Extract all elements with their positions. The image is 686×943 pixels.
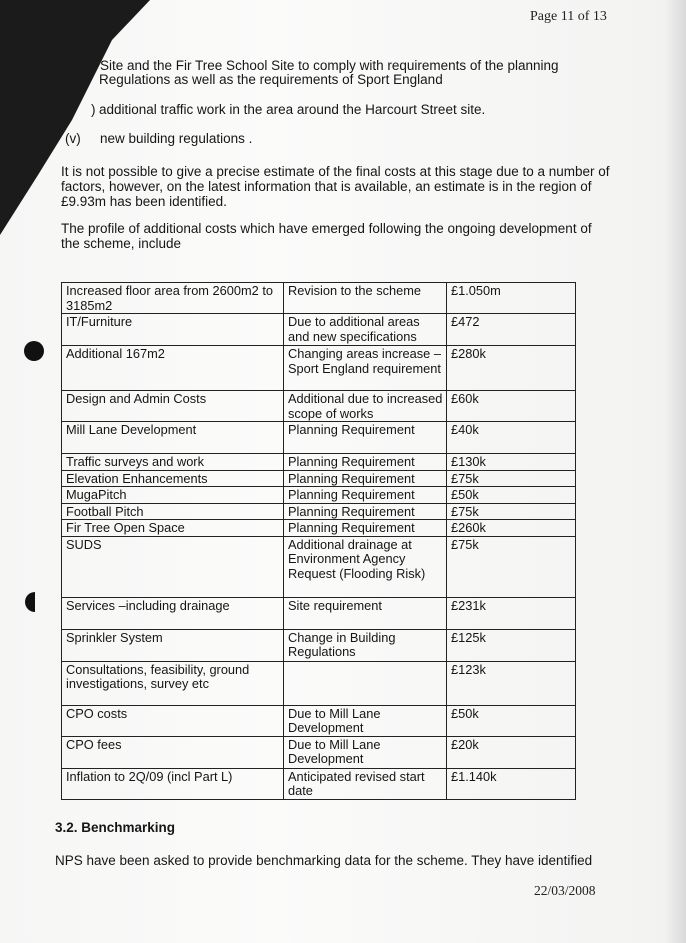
cost-amount: £1.050m — [447, 283, 576, 314]
table-row — [62, 503, 576, 520]
cost-item: IT/Furniture — [62, 314, 284, 346]
cost-reason: Site requirement — [284, 597, 447, 629]
section-heading: 3.2. Benchmarking — [55, 820, 176, 835]
cost-amount: £50k — [447, 487, 576, 504]
cost-item: Elevation Enhancements — [62, 470, 284, 487]
cost-reason: Due to Mill Lane Development — [284, 705, 447, 736]
cost-amount: £75k — [447, 536, 576, 597]
cost-reason: Planning Requirement — [284, 503, 447, 520]
table-row — [62, 597, 576, 629]
cost-amount: £75k — [447, 503, 576, 520]
cost-reason: Due to Mill Lane Development — [284, 736, 447, 768]
cost-amount: £472 — [447, 314, 576, 346]
cost-amount: £40k — [447, 422, 576, 454]
footer-date: 22/03/2008 — [534, 883, 596, 898]
cost-item: Football Pitch — [62, 503, 284, 520]
cost-reason: Additional drainage at Environment Agency Request (Flooding Risk) — [284, 536, 447, 597]
cost-item: Traffic surveys and work — [62, 454, 284, 471]
paragraph-additional-costs: The profile of additional costs which have emerged following the ongoing development of the scheme, include — [61, 221, 592, 251]
cost-item: Design and Admin Costs — [62, 391, 284, 422]
cost-amount: £75k — [447, 470, 576, 487]
table-row — [62, 346, 576, 391]
page-number: Page 11 of 13 — [530, 9, 607, 24]
cost-item: Mill Lane Development — [62, 422, 284, 454]
table-row — [62, 487, 576, 504]
cost-amount: £60k — [447, 391, 576, 422]
table-row — [62, 768, 576, 799]
cost-item: Additional 167m2 — [62, 346, 284, 391]
additional-costs-table — [61, 282, 576, 800]
cost-amount: £260k — [447, 520, 576, 537]
list-marker-iv: ) — [91, 102, 96, 117]
table-row — [62, 314, 576, 346]
cost-amount: £20k — [447, 736, 576, 768]
body-line-2: Regulations as well as the requirements of Sport England — [99, 72, 443, 87]
cost-amount: £50k — [447, 705, 576, 736]
cost-amount: £125k — [447, 629, 576, 661]
table-row — [62, 736, 576, 768]
table-row — [62, 536, 576, 597]
paragraph-estimate: It is not possible to give a precise estimate of the final costs at this stage due to a number of factors, however, on the latest information that is available, an estimate is in the region of £9.93m has been identified. — [61, 164, 610, 209]
cost-reason — [284, 661, 447, 705]
list-marker-v: (v) — [65, 131, 81, 146]
cost-reason: Planning Requirement — [284, 454, 447, 471]
cost-item: Inflation to 2Q/09 (incl Part L) — [62, 768, 284, 799]
cost-item: Increased floor area from 2600m2 to 3185m2 — [62, 283, 284, 314]
table-row — [62, 283, 576, 314]
cost-item: Sprinkler System — [62, 629, 284, 661]
cost-item: CPO fees — [62, 736, 284, 768]
table-row — [62, 391, 576, 422]
page-edge-shadow — [664, 0, 686, 943]
cost-item: Consultations, feasibility, ground investigations, survey etc — [62, 661, 284, 705]
cost-reason: Additional due to increased scope of works — [284, 391, 447, 422]
section-text: NPS have been asked to provide benchmarking data for the scheme. They have identified — [55, 853, 593, 868]
cost-amount: £280k — [447, 346, 576, 391]
list-item-regulations: new building regulations . — [100, 131, 253, 146]
cost-reason: Change in Building Regulations — [284, 629, 447, 661]
cost-amount: £231k — [447, 597, 576, 629]
cost-reason: Planning Requirement — [284, 422, 447, 454]
cost-amount: £1.140k — [447, 768, 576, 799]
cost-item: CPO costs — [62, 705, 284, 736]
cost-amount: £123k — [447, 661, 576, 705]
cost-reason: Planning Requirement — [284, 487, 447, 504]
cost-item: SUDS — [62, 536, 284, 597]
cost-reason: Planning Requirement — [284, 470, 447, 487]
table-row — [62, 470, 576, 487]
table-row — [62, 520, 576, 537]
body-line-1: Site and the Fir Tree School Site to comply with requirements of the planning — [100, 58, 559, 73]
punch-hole-top — [24, 341, 44, 361]
table-row — [62, 629, 576, 661]
table-row — [62, 661, 576, 705]
cost-reason: Planning Requirement — [284, 520, 447, 537]
cost-item: MugaPitch — [62, 487, 284, 504]
cost-amount: £130k — [447, 454, 576, 471]
table-row — [62, 422, 576, 454]
cost-reason: Anticipated revised start date — [284, 768, 447, 799]
table-row — [62, 454, 576, 471]
list-item-traffic: additional traffic work in the area around the Harcourt Street site. — [99, 102, 486, 117]
table-row — [62, 705, 576, 736]
cost-reason: Revision to the scheme — [284, 283, 447, 314]
cost-item: Fir Tree Open Space — [62, 520, 284, 537]
cost-item: Services –including drainage — [62, 597, 284, 629]
cost-reason: Due to additional areas and new specifications — [284, 314, 447, 346]
cost-reason: Changing areas increase – Sport England requirement — [284, 346, 447, 391]
